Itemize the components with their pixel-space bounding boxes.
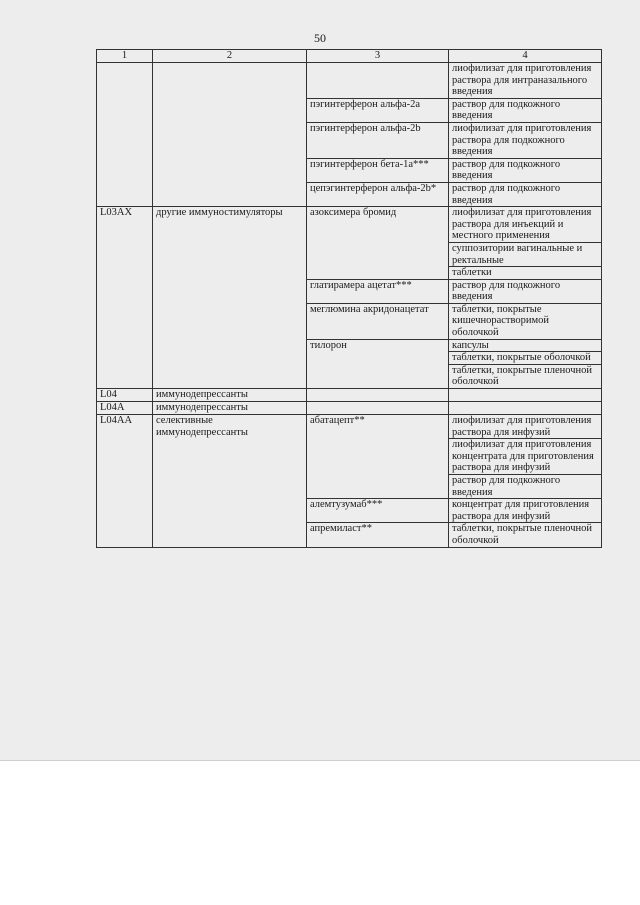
dosage-form-cell: раствор для подкожного введения: [449, 182, 602, 206]
drug-cell: глатирамера ацетат***: [307, 279, 449, 303]
dosage-form-cell: лиофилизат для приготовления раствора для подкожного введения: [449, 122, 602, 158]
group-cell: иммунодепрессанты: [153, 402, 307, 415]
dosage-form-cell: таблетки, покрытые оболочкой: [449, 352, 602, 365]
dosage-form-cell: концентрат для приготовления раствора для инфузий: [449, 499, 602, 523]
column-header: 4: [449, 50, 602, 63]
drug-cell: абатацепт**: [307, 415, 449, 499]
drug-cell: цепэгинтерферон альфа-2b*: [307, 182, 449, 206]
column-header: 3: [307, 50, 449, 63]
group-cell: [153, 63, 307, 207]
drug-cell: пэгинтерферон альфа-2a: [307, 98, 449, 122]
atc-code-cell: L04: [97, 389, 153, 402]
group-cell: другие иммуностимуляторы: [153, 207, 307, 389]
drug-cell: апремиласт**: [307, 523, 449, 547]
dosage-form-cell: таблетки, покрытые пленочной оболочкой: [449, 364, 602, 388]
drug-cell: [307, 389, 449, 402]
atc-code-cell: L04A: [97, 402, 153, 415]
column-header: 2: [153, 50, 307, 63]
group-cell: иммунодепрессанты: [153, 389, 307, 402]
dosage-form-cell: лиофилизат для приготовления раствора для интраназального введения: [449, 63, 602, 99]
drug-cell: алемтузумаб***: [307, 499, 449, 523]
table-row: [97, 402, 602, 415]
dosage-form-cell: лиофилизат для приготовления концентрата для приготовления раствора для инфузий: [449, 439, 602, 475]
column-header: 1: [97, 50, 153, 63]
drug-cell: меглюмина акридонацетат: [307, 303, 449, 339]
group-cell: селективные иммунодепрессанты: [153, 415, 307, 548]
drug-cell: пэгинтерферон альфа-2b: [307, 122, 449, 158]
atc-code-cell: [97, 63, 153, 207]
dosage-form-cell: лиофилизат для приготовления раствора для инъекций и местного применения: [449, 207, 602, 243]
dosage-form-cell: суппозитории вагинальные и ректальные: [449, 242, 602, 266]
table-row: [97, 389, 602, 402]
table-row: [97, 207, 602, 243]
dosage-form-cell: капсулы: [449, 339, 602, 352]
drug-cell: азоксимера бромид: [307, 207, 449, 280]
dosage-form-cell: таблетки: [449, 267, 602, 280]
dosage-form-cell: раствор для подкожного введения: [449, 279, 602, 303]
dosage-form-cell: таблетки, покрытые пленочной оболочкой: [449, 523, 602, 547]
atc-code-cell: L04AA: [97, 415, 153, 548]
dosage-form-cell: [449, 402, 602, 415]
dosage-form-cell: раствор для подкожного введения: [449, 98, 602, 122]
dosage-form-cell: таблетки, покрытые кишечнорастворимой оболочкой: [449, 303, 602, 339]
table-row: [97, 415, 602, 439]
page-number: 50: [314, 31, 326, 45]
dosage-form-cell: раствор для подкожного введения: [449, 158, 602, 182]
drug-cell: пэгинтерферон бета-1a***: [307, 158, 449, 182]
drug-cell: [307, 63, 449, 99]
atc-code-cell: L03AX: [97, 207, 153, 389]
drug-cell: [307, 402, 449, 415]
drug-cell: тилорон: [307, 339, 449, 388]
dosage-form-cell: лиофилизат для приготовления раствора для инфузий: [449, 415, 602, 439]
table-header-row: [97, 50, 602, 63]
drug-table: [96, 49, 602, 548]
dosage-form-cell: [449, 389, 602, 402]
dosage-form-cell: раствор для подкожного введения: [449, 475, 602, 499]
table-row: [97, 63, 602, 99]
